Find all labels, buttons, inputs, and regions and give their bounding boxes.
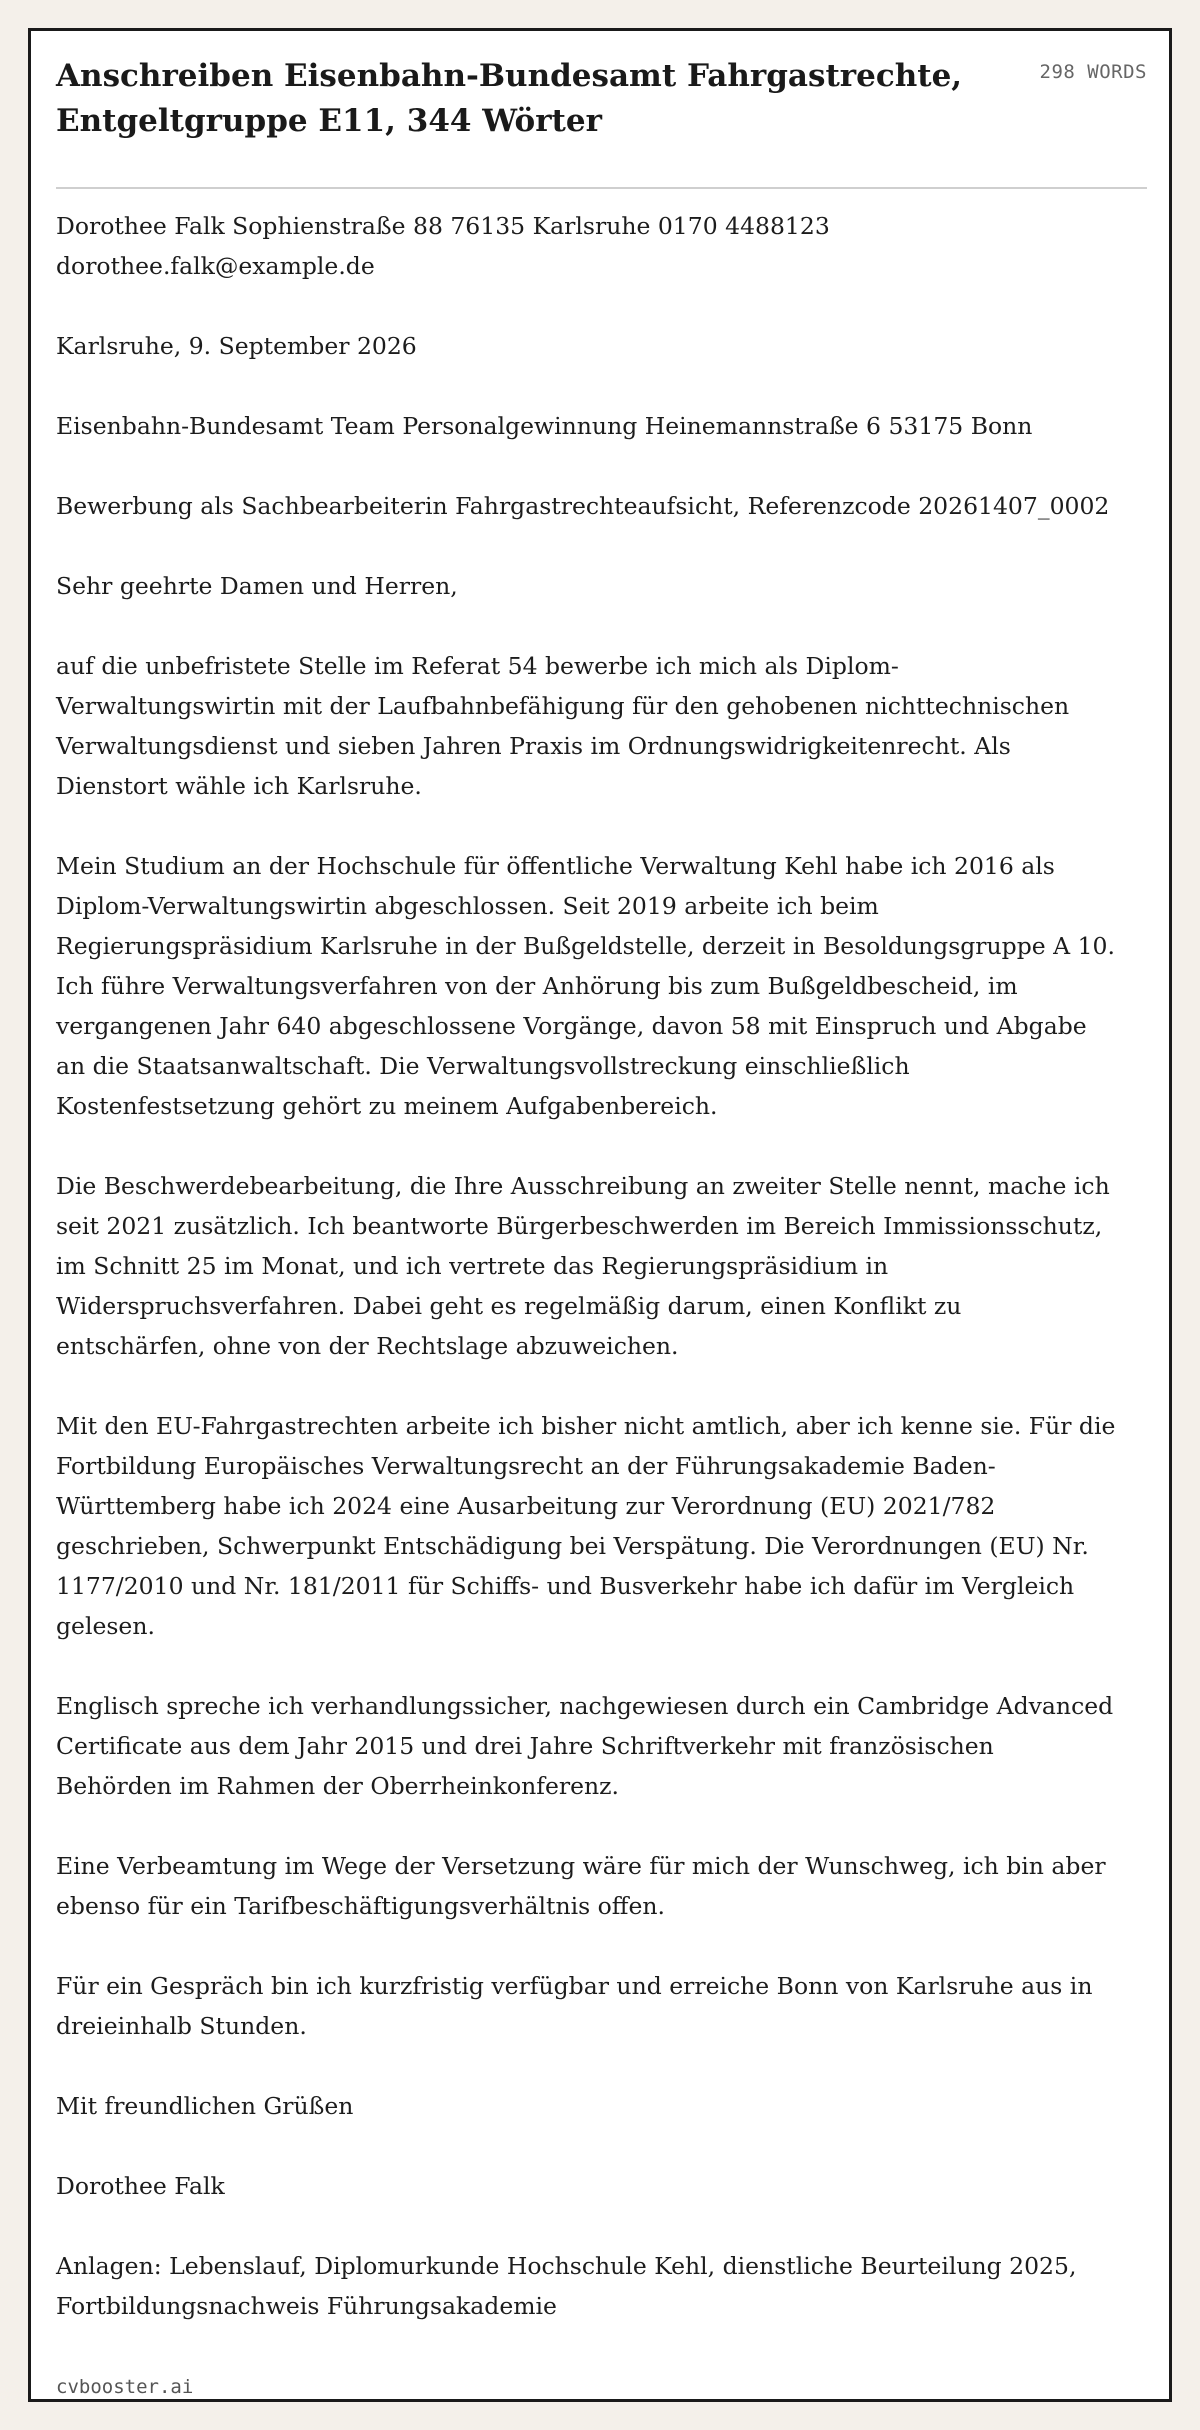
- footer-brand: cvbooster.ai: [56, 2376, 194, 2398]
- document-title: Anschreiben Eisenbahn-Bundesamt Fahrgastrechte, Entgeltgruppe E11, 344 Wörter: [56, 58, 963, 139]
- body-paragraph: Mein Studium an der Hochschule für öffentliche Verwaltung Kehl habe ich 2016 als Diplom-Verwaltungswirtin abgeschlossen. Seit 2019 arbeite ich beim Regierungspräsidium Karlsruhe in der Bußgeldstelle, derzeit in Besoldungsgruppe A 10. Ich führe Verwaltungsverfahren von der Anhörung bis zum Bußgeldbescheid, im vergangenen Jahr 640 abgeschlossene Vorgänge, davon 58 mit Einspruch und Abgabe an die Staatsanwaltschaft. Die Verwaltungsvollstreckung einschließlich Kostenfestsetzung gehört zu meinem Aufgabenbereich.: [56, 852, 1115, 1120]
- closing: Mit freundlichen Grüßen: [56, 2092, 354, 2120]
- body-paragraph: auf die unbefristete Stelle im Referat 54 bewerbe ich mich als Diplom-Verwaltungswirtin mit der Laufbahnbefähigung für den gehobenen nichttechnischen Verwaltungsdienst und sieben Jahren Praxis im Ordnungswidrigkeitenrecht. Als Dienstort wähle ich Karlsruhe.: [56, 652, 1070, 800]
- signature-name: Dorothee Falk: [56, 2172, 225, 2200]
- body-paragraph: Die Beschwerdebearbeitung, die Ihre Ausschreibung an zweiter Stelle nennt, mache ich seit 2021 zusätzlich. Ich beantworte Bürgerbeschwerden im Bereich Immissionsschutz, im Schnitt 25 im Monat, und ich vertrete das Regierungspräsidium in Widerspruchsverfahren. Dabei geht es regelmäßig darum, einen Konflikt zu entschärfen, ohne von der Rechtslage abzuweichen.: [56, 1172, 1110, 1360]
- place-date: Karlsruhe, 9. September 2026: [56, 332, 417, 360]
- word-count-badge: 298 WORDS: [1039, 61, 1147, 83]
- subject-line: Bewerbung als Sachbearbeiterin Fahrgastrechteaufsicht, Referenzcode 20261407_0002: [56, 492, 1110, 520]
- body-paragraph: Für ein Gespräch bin ich kurzfristig verfügbar und erreiche Bonn von Karlsruhe aus in dreieinhalb Stunden.: [56, 1972, 1093, 2040]
- salutation: Sehr geehrte Damen und Herren,: [56, 572, 458, 600]
- attachments: Anlagen: Lebenslauf, Diplomurkunde Hochschule Kehl, dienstliche Beurteilung 2025, Fortbildungsnachweis Führungsakademie: [56, 2252, 1077, 2320]
- recipient-address: Eisenbahn-Bundesamt Team Personalgewinnung Heinemannstraße 6 53175 Bonn: [56, 412, 1033, 440]
- letter-body: [56, 206, 1116, 2366]
- body-paragraph: Eine Verbeamtung im Wege der Versetzung wäre für mich der Wunschweg, ich bin aber ebenso für ein Tarifbeschäftigungsverhältnis offen.: [56, 1852, 1106, 1920]
- body-paragraph: Mit den EU-Fahrgastrechten arbeite ich bisher nicht amtlich, aber ich kenne sie. Für die Fortbildung Europäisches Verwaltungsrecht an der Führungsakademie Baden-Württemberg habe ich 2024 eine Ausarbeitung zur Verordnung (EU) 2021/782 geschrieben, Schwerpunkt Entschädigung bei Verspätung. Die Verordnungen (EU) Nr. 1177/2010 und Nr. 181/2011 für Schiffs- und Busverkehr habe ich dafür im Vergleich gelesen.: [56, 1412, 1116, 1640]
- document-header: [56, 54, 1147, 189]
- body-paragraph: Englisch spreche ich verhandlungssicher, nachgewiesen durch ein Cambridge Advanced Certificate aus dem Jahr 2015 und drei Jahre Schriftverkehr mit französischen Behörden im Rahmen der Oberrheinkonferenz.: [56, 1692, 1114, 1800]
- sender-address: Dorothee Falk Sophienstraße 88 76135 Karlsruhe 0170 4488123 dorothee.falk@example.de: [56, 212, 830, 280]
- letter-sheet: [28, 28, 1172, 2402]
